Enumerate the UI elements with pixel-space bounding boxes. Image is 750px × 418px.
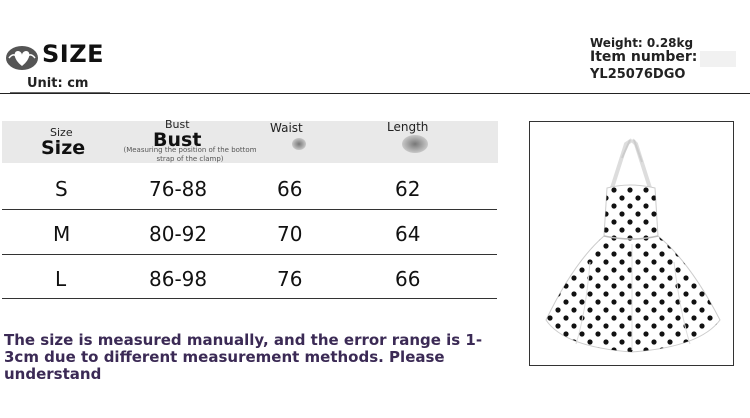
cell-size: M (53, 222, 71, 246)
col-bust-header: Bust (153, 129, 202, 151)
measurement-note: The size is measured manually, and the error range is 1-3cm due to different measurement methods. Please understand (4, 331, 483, 383)
col-size-header: Size (41, 137, 86, 159)
cell-size: L (55, 267, 67, 291)
smudge (292, 138, 306, 150)
cell-waist: 70 (277, 222, 303, 246)
cell-bust: 86-98 (149, 267, 208, 291)
table-row (2, 255, 497, 300)
cell-waist: 66 (277, 177, 303, 201)
col-waist-header: Waist (270, 121, 303, 135)
table-row (2, 210, 497, 255)
cell-length: 62 (395, 177, 421, 201)
product-photo (529, 121, 734, 366)
bust-note: (Measuring the position of the bottom strap of the clamp) (123, 146, 257, 163)
col-length-header: Length (387, 120, 429, 134)
unit-label: Unit: cm (27, 76, 89, 91)
col-size-small: Size (50, 126, 73, 139)
cell-length: 66 (395, 267, 421, 291)
cell-size: S (55, 177, 68, 201)
cell-bust: 76-88 (149, 177, 208, 201)
cell-bust: 80-92 (149, 222, 208, 246)
meta-highlight (700, 51, 736, 67)
cell-waist: 76 (277, 267, 303, 291)
col-bust-small: Bust (165, 118, 190, 131)
cell-length: 64 (395, 222, 421, 246)
item-code: YL25076DGO (590, 66, 686, 82)
page-title: SIZE (42, 40, 105, 68)
smudge (402, 135, 428, 153)
heart-hands-icon (5, 44, 39, 72)
divider (0, 93, 750, 94)
table-row (2, 165, 497, 210)
polka-dot-dress-image (530, 122, 733, 365)
item-number-label: Item number: (590, 49, 698, 66)
row-divider (2, 298, 497, 299)
product-meta (590, 37, 697, 82)
weight-text: Weight: 0.28kg (590, 36, 694, 50)
